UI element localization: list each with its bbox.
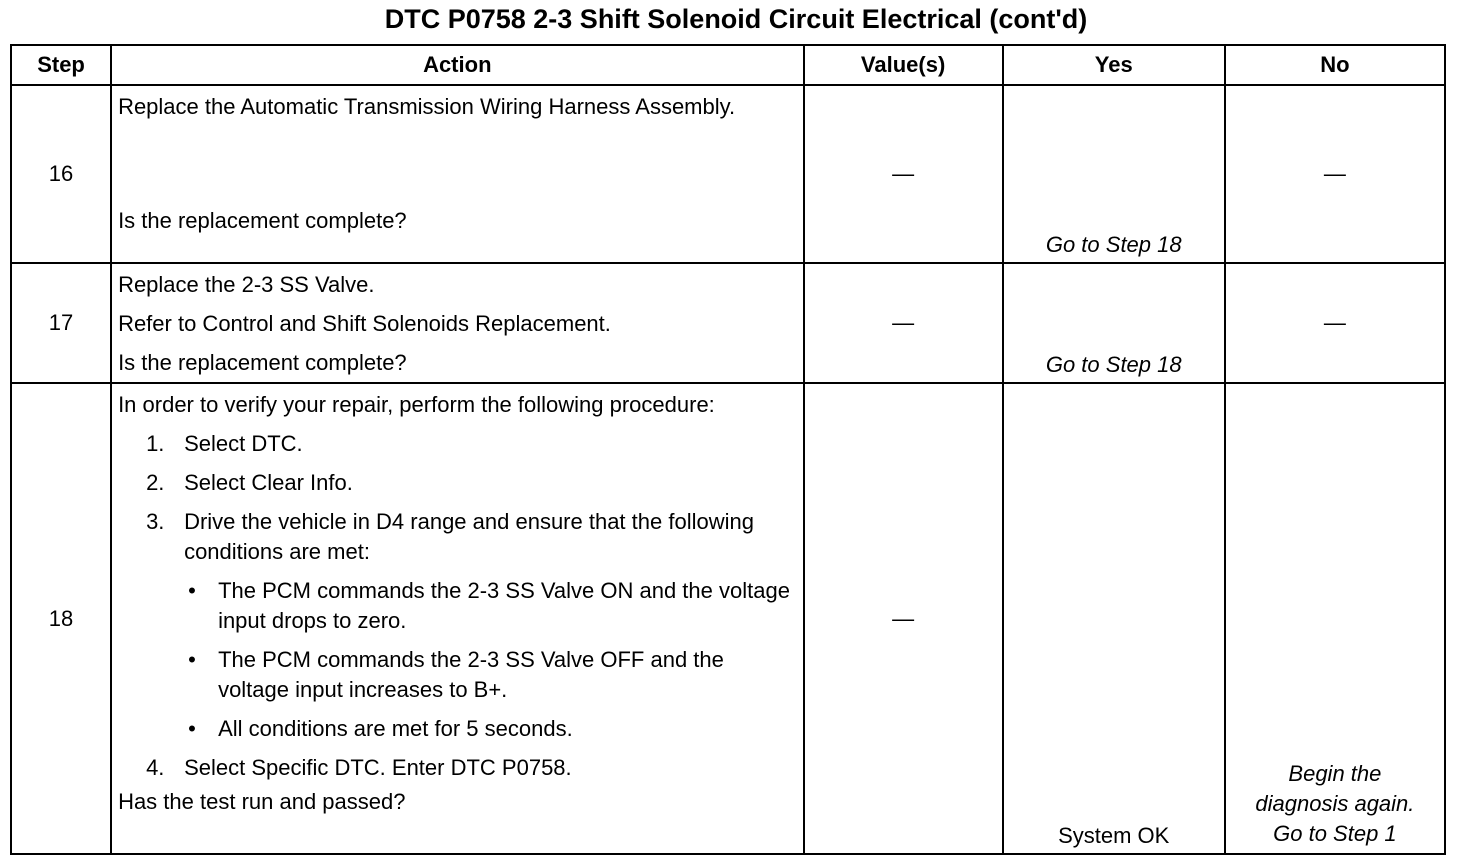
table-header-row <box>11 45 1445 85</box>
procedure-step-text: Select Specific DTC. Enter DTC P0758. <box>184 755 572 780</box>
table-row-step-16 <box>11 85 1445 263</box>
page-title: DTC P0758 2-3 Shift Solenoid Circuit Electrical (cont'd) <box>384 4 1088 34</box>
procedure-step <box>146 753 796 783</box>
action-cell <box>111 383 803 854</box>
condition-item <box>186 576 796 636</box>
condition-text: The PCM commands the 2-3 SS Valve ON and the voltage input drops to zero. <box>218 578 790 633</box>
procedure-step-number: 1. <box>146 431 165 456</box>
action-cell <box>111 85 803 263</box>
no-dash: — <box>1323 310 1346 335</box>
procedure-step-text: Select Clear Info. <box>184 470 353 495</box>
procedure-step-number: 4. <box>146 755 165 780</box>
yes-cell <box>1003 383 1225 854</box>
value-dash: — <box>892 605 915 631</box>
diagnostic-table <box>10 44 1446 855</box>
value-cell <box>804 85 1003 263</box>
no-cell <box>1225 85 1445 263</box>
step-number: 16 <box>11 85 111 263</box>
table-row-step-17 <box>11 263 1445 383</box>
yes-link: Go to Step 18 <box>1045 352 1182 377</box>
value-cell <box>804 263 1003 383</box>
action-question: Has the test run and passed? <box>118 789 406 814</box>
condition-text: The PCM commands the 2-3 SS Valve OFF and the voltage input increases to B+. <box>218 647 724 702</box>
action-text: Replace the Automatic Transmission Wiring Harness Assembly. <box>118 94 736 119</box>
step-number: 18 <box>11 383 111 854</box>
column-header-no: No <box>1225 45 1445 85</box>
procedure-step <box>146 468 796 498</box>
value-dash: — <box>892 161 915 186</box>
yes-result: System OK <box>1058 823 1170 848</box>
column-header-action: Action <box>111 45 803 85</box>
value-dash: — <box>892 310 915 335</box>
procedure-step-number: 3. <box>146 509 165 534</box>
bullet-icon: • <box>188 647 196 672</box>
table-row-step-18 <box>11 383 1445 854</box>
action-question: Is the replacement complete? <box>118 350 407 375</box>
no-dash: — <box>1323 161 1346 186</box>
value-cell <box>804 383 1003 854</box>
procedure-step-text: Select DTC. <box>184 431 303 456</box>
action-text: Replace the 2-3 SS Valve. <box>118 272 375 297</box>
condition-item <box>186 645 796 705</box>
step-number: 17 <box>11 263 111 383</box>
action-cell <box>111 263 803 383</box>
column-header-values: Value(s) <box>804 45 1003 85</box>
procedure-step-text: Drive the vehicle in D4 range and ensure that the following conditions are met: <box>184 509 754 564</box>
procedure-step-number: 2. <box>146 470 165 495</box>
no-cell <box>1225 263 1445 383</box>
yes-cell <box>1003 85 1225 263</box>
condition-item <box>186 714 796 744</box>
yes-link: Go to Step 18 <box>1045 232 1182 257</box>
action-question: Is the replacement complete? <box>118 208 407 233</box>
action-text: Refer to Control and Shift Solenoids Replacement. <box>118 311 611 336</box>
condition-text: All conditions are met for 5 seconds. <box>218 716 573 741</box>
no-text-line: diagnosis again. <box>1255 791 1415 816</box>
column-header-yes: Yes <box>1003 45 1225 85</box>
bullet-icon: • <box>188 716 196 741</box>
no-cell <box>1225 383 1445 854</box>
column-header-step: Step <box>11 45 111 85</box>
no-link: Go to Step 1 <box>1273 821 1397 846</box>
action-intro: In order to verify your repair, perform the following procedure: <box>118 392 715 417</box>
procedure-step <box>146 507 796 567</box>
yes-cell <box>1003 263 1225 383</box>
procedure-step <box>146 429 796 459</box>
bullet-icon: • <box>188 578 196 603</box>
no-text-line: Begin the <box>1288 761 1382 786</box>
